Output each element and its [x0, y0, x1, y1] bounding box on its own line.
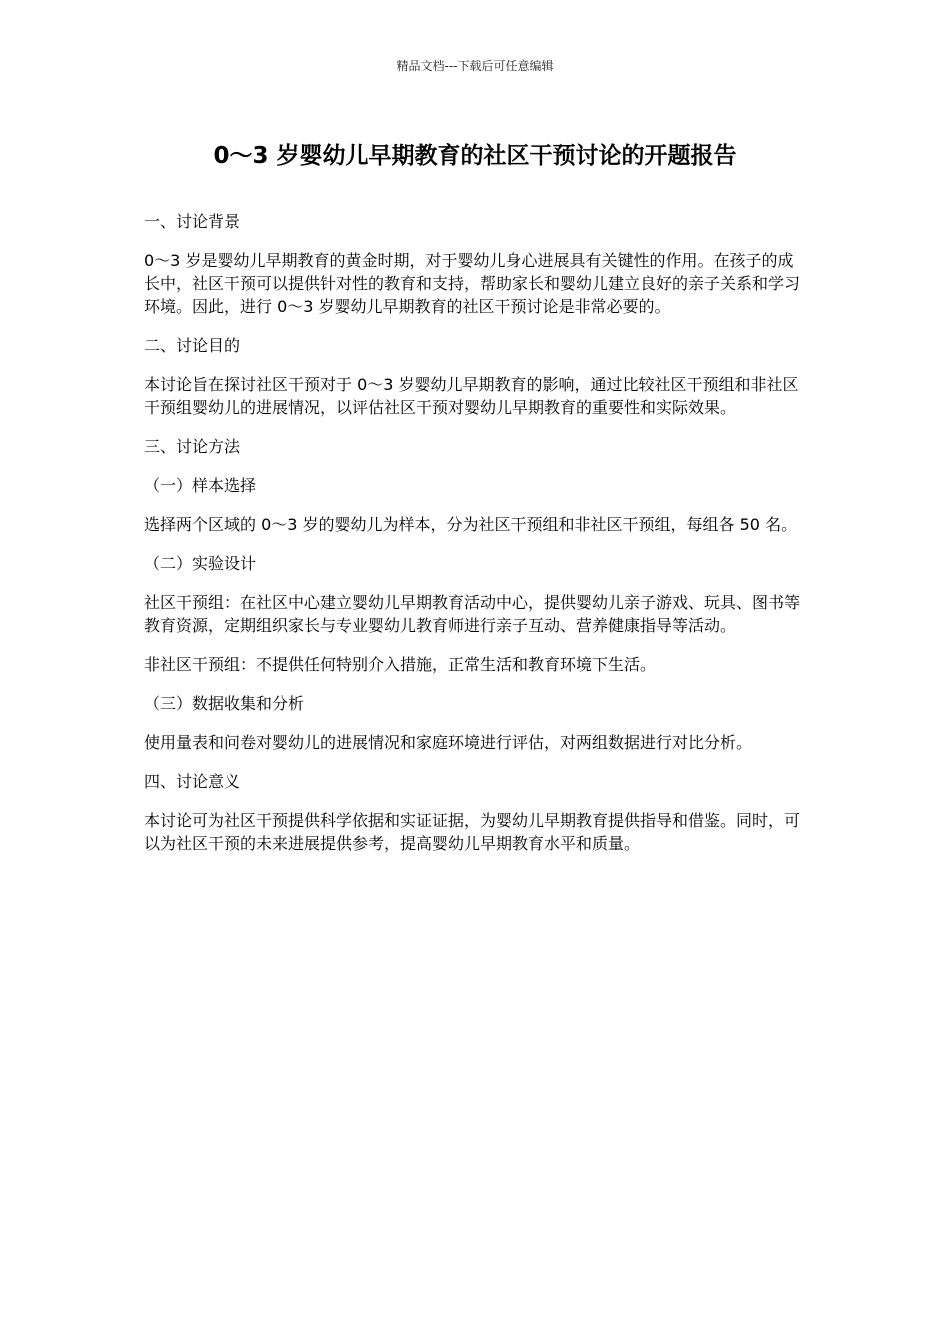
section-heading-method: 三、讨论方法	[144, 437, 241, 456]
subsection-heading-data: （三）数据收集和分析	[144, 694, 305, 713]
paragraph-sample: 选择两个区域的 0～3 岁的婴幼儿为样本，分为社区干预组和非社区干预组，每组各 50 名。	[144, 515, 798, 534]
section-heading-purpose: 二、讨论目的	[144, 336, 241, 355]
section-heading-background: 一、讨论背景	[144, 212, 241, 231]
paragraph-purpose: 本讨论旨在探讨社区干预对于 0～3 岁婴幼儿早期教育的影响，通过比较社区干预组和非社区干预组婴幼儿的进展情况，以评估社区干预对婴幼儿早期教育的重要性和实际效果。	[144, 375, 799, 417]
subsection-heading-design: （二）实验设计	[144, 554, 257, 573]
paragraph-design-control: 非社区干预组：不提供任何特别介入措施，正常生活和教育环境下生活。	[144, 655, 657, 674]
section-heading-significance: 四、讨论意义	[144, 772, 241, 791]
paragraph-background: 0～3 岁是婴幼儿早期教育的黄金时期，对于婴幼儿身心进展具有关键性的作用。在孩子的成长中，社区干预可以提供针对性的教育和支持，帮助家长和婴幼儿建立良好的亲子关系和学习环境。因此，进行 0～3 岁婴幼儿早期教育的社区干预讨论是非常必要的。	[144, 251, 801, 316]
subsection-heading-sample: （一）样本选择	[144, 476, 257, 495]
paragraph-data: 使用量表和问卷对婴幼儿的进展情况和家庭环境进行评估，对两组数据进行对比分析。	[144, 733, 753, 752]
document-title: 0～3 岁婴幼儿早期教育的社区干预讨论的开题报告	[213, 143, 737, 169]
header-note: 精品文档---下载后可任意编辑	[396, 59, 554, 73]
paragraph-significance: 本讨论可为社区干预提供科学依据和实证证据，为婴幼儿早期教育提供指导和借鉴。同时，可以为社区干预的未来进展提供参考，提高婴幼儿早期教育水平和质量。	[144, 811, 801, 853]
document-body	[144, 210, 809, 871]
paragraph-design-intervention: 社区干预组：在社区中心建立婴幼儿早期教育活动中心，提供婴幼儿亲子游戏、玩具、图书等教育资源，定期组织家长与专业婴幼儿教育师进行亲子互动、营养健康指导等活动。	[144, 593, 801, 635]
